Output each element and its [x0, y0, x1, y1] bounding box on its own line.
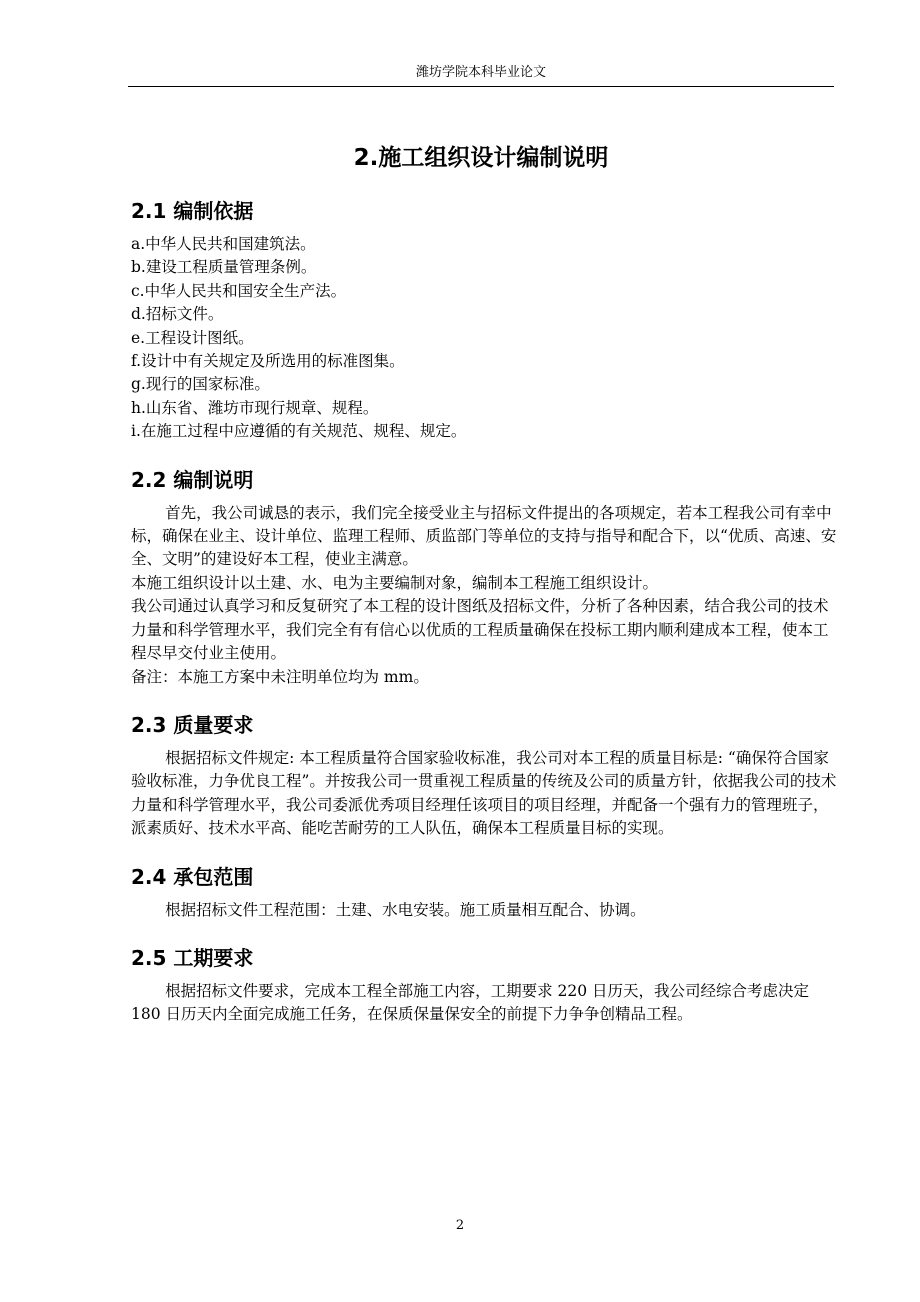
- paragraph: 根据招标文件规定: 本工程质量符合国家验收标准，我公司对本工程的质量目标是: “确保符合国家验收标准，力争优良工程”。并按我公司一贯重视工程质量的传统及公司的质量方针，依据我公司的技术力量和科学管理水平，我公司委派优秀项目经理任该项目的项目经理，并配备一个强有力的管理班子，派素质好、技术水平高、能吃苦耐劳的工人队伍，确保本工程质量目标的实现。: [131, 748, 837, 838]
- document-body: [131, 196, 839, 1027]
- section-heading-2-4: 2.4 承包范围: [131, 864, 254, 889]
- list-item: b.建设工程质量管理条例。: [131, 258, 317, 277]
- basis-list: [131, 233, 839, 444]
- note-paragraph: 备注：本施工方案中未注明单位均为 mm。: [131, 667, 429, 686]
- list-item: i.在施工过程中应遵循的有关规范、规程、规定。: [131, 422, 467, 441]
- chapter-title: 2.施工组织设计编制说明: [353, 145, 609, 171]
- section-heading-2-1: 2.1 编制依据: [131, 199, 254, 223]
- paragraph: 根据招标文件要求，完成本工程全部施工内容，工期要求 220 日历天，我公司经综合考虑决定 180 日历天内全面完成施工任务，在保质保量保安全的前提下力争争创精品工程。: [131, 981, 810, 1024]
- list-item: a.中华人民共和国建筑法。: [131, 235, 316, 253]
- paragraph: 首先，我公司诚恳的表示，我们完全接受业主与招标文件提出的各项规定，若本工程我公司有幸中标，确保在业主、设计单位、监理工程师、质监部门等单位的支持与指导和配合下，以“优质、高速、安全、文明”的建设好本工程，使业主满意。: [131, 503, 837, 569]
- paragraph: 本施工组织设计以土建、水、电为主要编制对象，编制本工程施工组织设计。: [131, 573, 659, 592]
- list-item: h.山东省、潍坊市现行规章、规程。: [131, 398, 379, 417]
- running-header-title: 潍坊学院本科毕业论文: [415, 65, 546, 80]
- list-item: g.现行的国家标准。: [131, 375, 270, 394]
- paragraph: 我公司通过认真学习和反复研究了本工程的设计图纸及招标文件，分析了各种因素，结合我公司的技术力量和科学管理水平，我们完全有有信心以优质的工程质量确保在投标工期内顺利建成本工程，使本工程尽早交付业主使用。: [131, 597, 829, 663]
- running-header: [128, 62, 834, 87]
- paragraph: 根据招标文件工程范围：土建、水电安装。施工质量相互配合、协调。: [165, 900, 646, 919]
- list-item: c.中华人民共和国安全生产法。: [131, 281, 347, 300]
- section-heading-2-3: 2.3 质量要求: [131, 712, 254, 737]
- page-number: 2: [455, 1218, 465, 1233]
- section-heading-2-5: 2.5 工期要求: [131, 945, 254, 970]
- list-item: d.招标文件。: [131, 305, 224, 324]
- list-item: e.工程设计图纸。: [131, 328, 254, 347]
- list-item: f.设计中有关规定及所选用的标准图集。: [131, 352, 405, 371]
- section-heading-2-2: 2.2 编制说明: [131, 467, 254, 492]
